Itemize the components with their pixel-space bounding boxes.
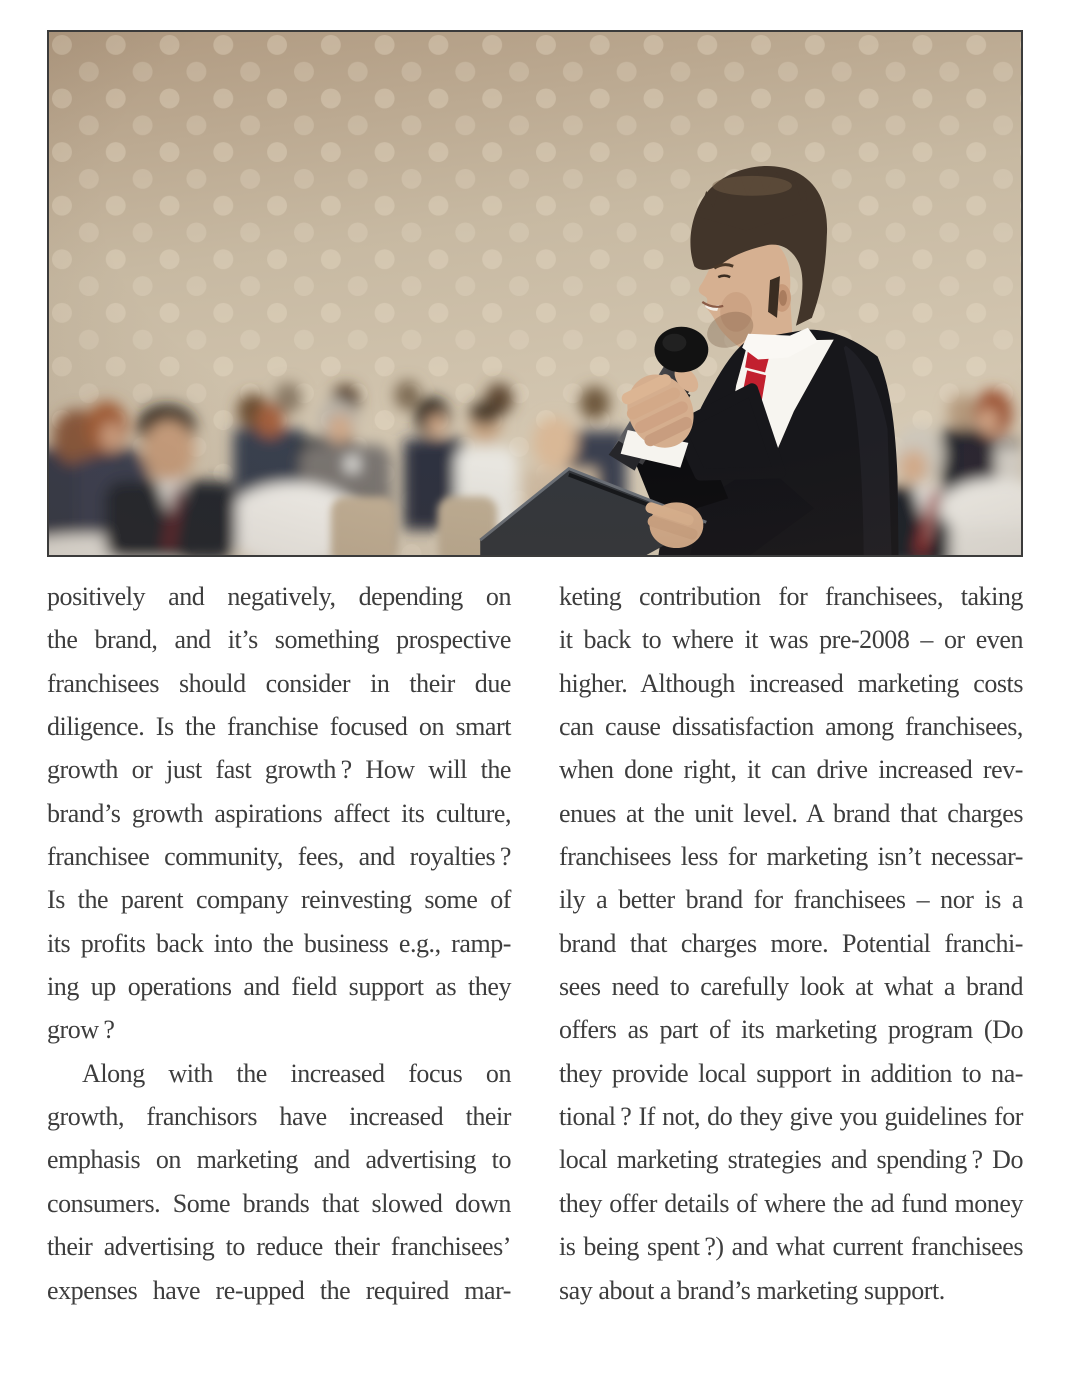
text-line: keting contribution for franchisees, taking <box>559 582 1023 611</box>
text-line: franchisee community, fees, and royalties ? <box>47 842 511 872</box>
text-line: they provide local support in addition to na- <box>559 1058 1023 1088</box>
text-line: consumers. Some brands that slowed down <box>47 1188 511 1218</box>
text-line: Along with the increased focus on <box>82 1058 511 1088</box>
text-line: growth, franchisors have increased their <box>47 1102 511 1132</box>
text-line: ing up operations and field support as they <box>47 972 511 1002</box>
text-line: brand’s growth aspirations affect its culture, <box>47 798 511 828</box>
conference-photo <box>47 30 1023 557</box>
text-line: enues at the unit level. A brand that charges <box>559 798 1023 828</box>
text-line: higher. Although increased marketing costs <box>559 668 1023 698</box>
text-line: when done right, it can drive increased rev- <box>559 755 1023 785</box>
column-left <box>47 575 511 1312</box>
text-line: its profits back into the business e.g., ramp- <box>47 928 511 958</box>
text-line: they offer details of where the ad fund money <box>559 1188 1023 1218</box>
text-line: sees need to carefully look at what a brand <box>559 972 1023 1002</box>
text-line: the brand, and it’s something prospective <box>47 625 511 655</box>
text-line: can cause dissatisfaction among franchisees, <box>559 712 1023 742</box>
text-line: positively and negatively, depending on <box>47 582 511 611</box>
text-line: expenses have re-upped the required mar- <box>47 1275 511 1305</box>
text-line: local marketing strategies and spending ? Do <box>559 1145 1023 1175</box>
text-line: franchisees less for marketing isn’t necessar- <box>559 842 1023 872</box>
column-right <box>559 575 1023 1312</box>
text-line: their advertising to reduce their franchisees’ <box>47 1232 511 1262</box>
conference-photo-art <box>49 32 1021 555</box>
text-line: growth or just fast growth ? How will the <box>47 755 511 785</box>
photo-vignette <box>49 32 1021 555</box>
text-line: offers as part of its marketing program (Do <box>559 1015 1023 1045</box>
text-line: it back to where it was pre-2008 – or even <box>559 625 1023 655</box>
text-line: franchisees should consider in their due <box>47 668 511 698</box>
text-line: is being spent ?) and what current franchisees <box>559 1232 1023 1262</box>
text-line: diligence. Is the franchise focused on smart <box>47 712 511 742</box>
text-line: ily a better brand for franchisees – nor is a <box>559 885 1023 915</box>
text-line: grow ? <box>47 1015 115 1045</box>
text-line: emphasis on marketing and advertising to <box>47 1145 511 1175</box>
text-line: tional ? If not, do they give you guidelines for <box>559 1102 1023 1132</box>
text-line: Is the parent company reinvesting some of <box>47 885 511 915</box>
text-line: say about a brand’s marketing support. <box>559 1275 945 1305</box>
text-line: brand that charges more. Potential franchi- <box>559 928 1023 958</box>
